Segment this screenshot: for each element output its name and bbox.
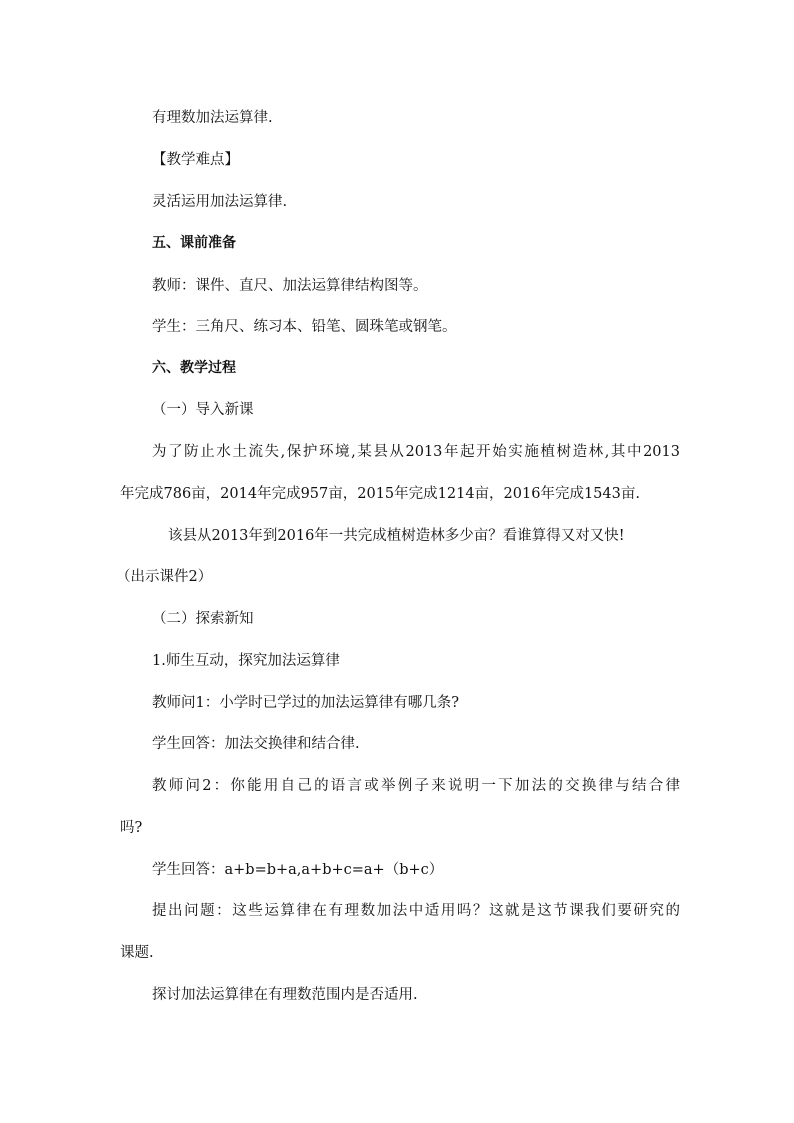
teacher-question-2-continued: 吗? [120,820,143,836]
teacher-question-2: 教师问2：你能用自己的语言或举例子来说明一下加法的交换律与结合律 [152,778,680,794]
section-heading-process: 六、教学过程 [152,360,236,376]
problem-statement-continued: 课题. [120,945,154,961]
subsection-heading-explore: （二）探索新知 [152,611,254,627]
paragraph-line: 年完成786亩，2014年完成957亩，2015年完成1214亩，2016年完成1543亩. [120,486,640,502]
student-answer-2: 学生回答：a+b=b+a,a+b+c=a+（b+c） [152,862,444,878]
key-point-text: 有理数加法运算律. [152,110,273,126]
courseware-note: （出示课件2） [116,569,213,585]
problem-statement: 提出问题：这些运算律在有理数加法中适用吗？这就是这节课我们要研究的 [152,903,680,919]
activity-heading: 1.师生互动，探究加法运算律 [152,653,340,669]
question-text: 该县从2013年到2016年一共完成植树造林多少亩？看谁算得又对又快! [168,528,625,544]
paragraph-line: 为了防止水土流失,保护环境,某县从2013年起开始实施植树造林,其中2013 [152,444,680,460]
subsection-heading-intro: （一）导入新课 [152,402,254,418]
section-heading-difficulty: 【教学难点】 [152,152,239,168]
student-preparation-text: 学生：三角尺、练习本、铅笔、圆珠笔或钢笔。 [152,319,457,335]
difficulty-text: 灵活运用加法运算律. [152,194,288,210]
exploration-text: 探讨加法运算律在有理数范围内是否适用. [152,987,418,1003]
section-heading-preparation: 五、课前准备 [152,235,236,251]
teacher-question-1: 教师问1：小学时已学过的加法运算律有哪几条? [152,695,459,711]
student-answer-1: 学生回答：加法交换律和结合律. [152,736,360,752]
teacher-preparation-text: 教师：课件、直尺、加法运算律结构图等。 [152,278,428,294]
